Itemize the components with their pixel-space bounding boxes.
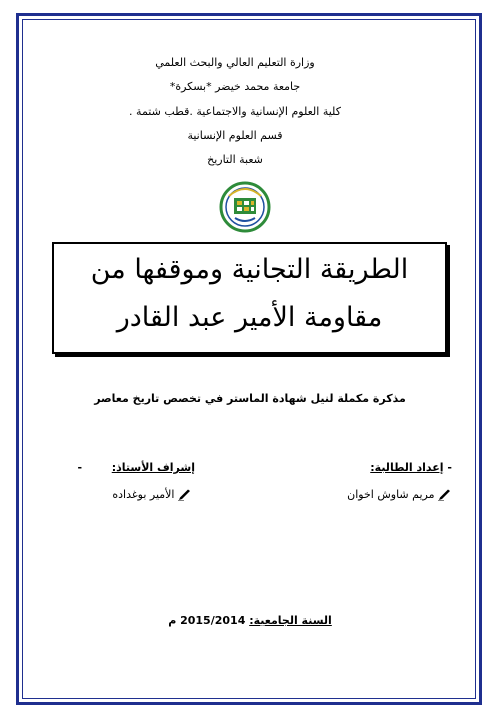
student-label: إعداد الطالبة: — [370, 461, 444, 474]
student-label-row — [370, 461, 452, 474]
supervisor-dash: - — [77, 461, 83, 474]
academic-year-value: 2015/2014 م — [168, 614, 246, 627]
university-line: جامعة محمد خيضر *بسكرة* — [169, 80, 301, 93]
academic-year-row — [130, 614, 370, 627]
thesis-subtitle: مذكرة مكملة لنيل شهادة الماستر في تخصص تاريخ معاصر — [94, 392, 406, 405]
supervisor-label-row — [77, 461, 195, 474]
supervisor-label: إشراف الأستاذ: — [111, 461, 195, 474]
pen-icon — [438, 489, 452, 501]
student-name: مريم شاوش اخوان — [347, 488, 435, 501]
student-name-row — [347, 488, 452, 501]
student-dash: - — [447, 461, 452, 474]
thesis-title-line-2: مقاومة الأمير عبد القادر — [116, 302, 383, 333]
branch-line: شعبة التاريخ — [207, 153, 263, 166]
supervisor-name: الأمير بوغداده — [112, 488, 175, 501]
pen-icon — [178, 489, 192, 501]
thesis-title-box — [52, 242, 447, 354]
ministry-line: وزارة التعليم العالي والبحث العلمي — [155, 56, 315, 69]
department-line: قسم العلوم الإنسانية — [187, 129, 283, 142]
faculty-line: كلية العلوم الإنسانية والاجتماعية .قطب شتمة . — [129, 105, 341, 118]
academic-year-label: السنة الجامعية: — [249, 614, 332, 627]
page-border-inner — [22, 19, 476, 699]
university-seal-icon — [219, 180, 271, 236]
supervisor-name-row — [112, 488, 192, 501]
thesis-title-line-1: الطريقة التجانية وموقفها من — [90, 254, 409, 285]
